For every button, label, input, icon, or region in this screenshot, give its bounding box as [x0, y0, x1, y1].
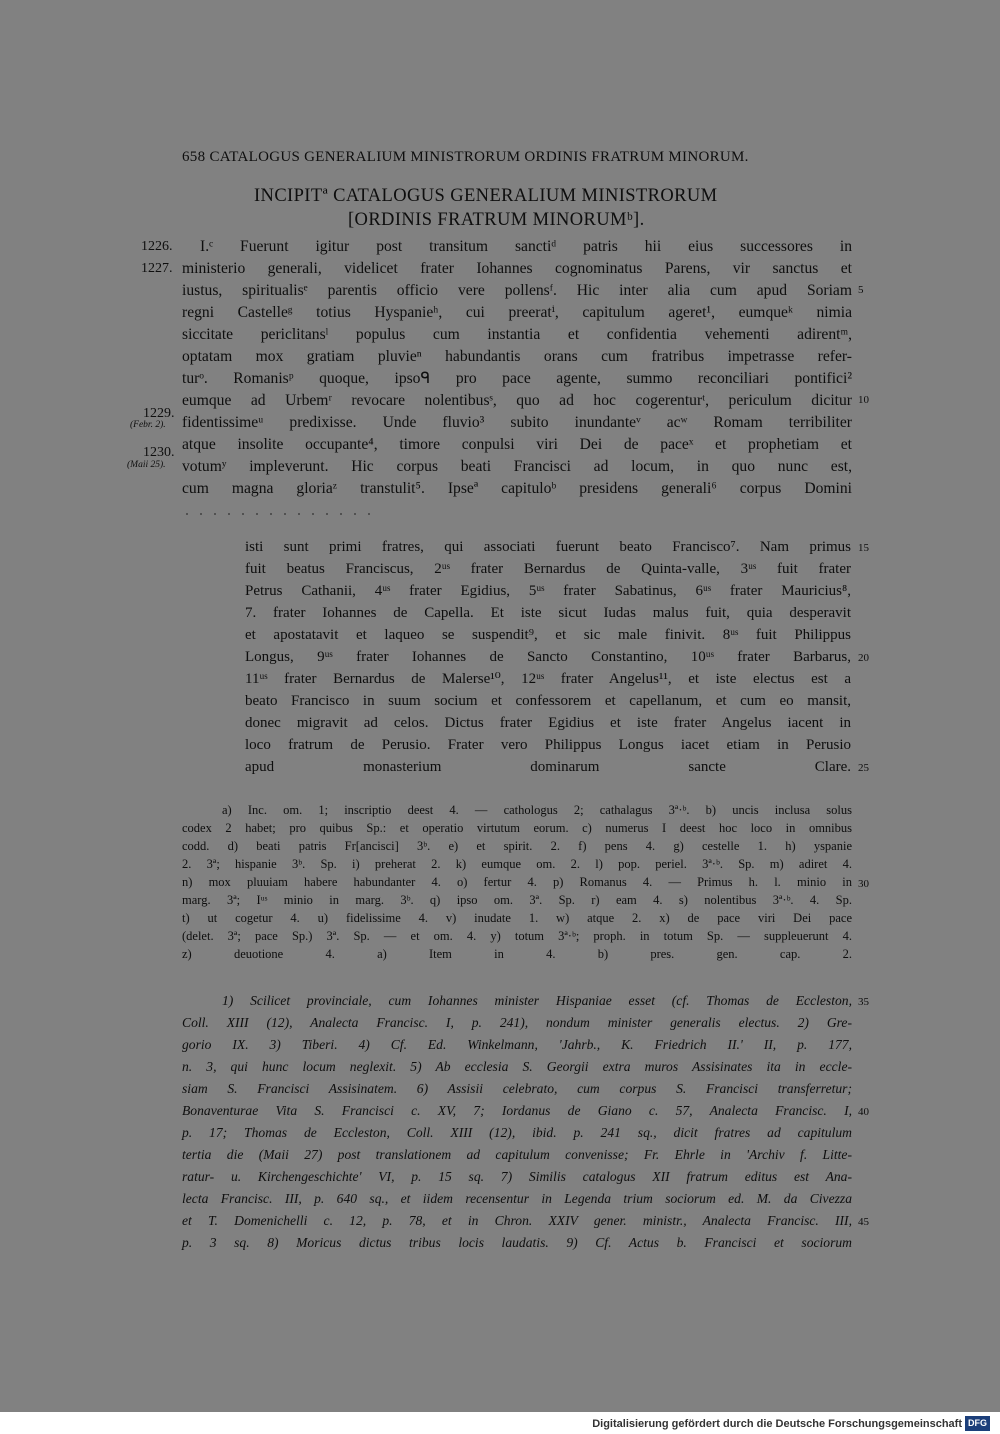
margin-date: (Febr. 2). — [130, 420, 166, 430]
dfg-credit-text: Digitalisierung gefördert durch die Deutsche Forschungsgemeinschaft — [592, 1418, 962, 1430]
body-line: optatam mox gratiam pluvieⁿ habundantis orans cum fratribus impetrasse refer- — [182, 348, 852, 365]
body-line: siccitate periclitansˡ populus cum instantia et confidentia vehementi adirentᵐ, — [182, 326, 852, 343]
footnote-line: gorio IX. 3) Tiberi. 4) Cf. Ed. Winkelmann, 'Jahrb., K. Friedrich II.' II, p. 177, — [182, 1037, 852, 1052]
line-number: 45 — [858, 1216, 869, 1228]
footnote-line: Coll. XIII (12), Analecta Francisc. I, p. 241), nondum minister generalis electus. 2) Gre- — [182, 1015, 852, 1030]
line-number: 30 — [858, 878, 869, 890]
footnote-line: ratur- u. Kirchengeschichte' VI, p. 15 sq. 7) Similis catalogus XII fratrum editus est Ana- — [182, 1169, 852, 1184]
apparatus-line: marg. 3ª; Iᵘˢ minio in marg. 3ᵇ. q) ipso om. 3ª. Sp. r) eam 4. s) nolentibus 3ª·ᵇ. 4. Sp. — [182, 893, 852, 907]
running-head: 658 CATALOGUS GENERALIUM MINISTRORUM ORDINIS FRATRUM MINORUM. — [182, 149, 749, 165]
body-line: turᵒ. Romanisᵖ quoque, ipsoᑫ pro pace agente, summo reconciliari pontifici² — [182, 370, 852, 387]
inset-line: Longus, 9ᵘˢ frater Iohannes de Sancto Constantino, 10ᵘˢ frater Barbarus, — [245, 649, 851, 665]
apparatus-line: a) Inc. om. 1; inscriptio deest 4. — cathologus 2; cathalagus 3ª·ᵇ. b) uncis inclusa solus — [222, 803, 852, 817]
footnote-line: p. 17; Thomas de Eccleston, Coll. XIII (12), ibid. p. 241 sq., dicit fratres ad capitulum — [182, 1125, 852, 1140]
inset-line: apud monasterium dominarum sancte Clare. — [245, 759, 851, 775]
body-line: I.ᶜ Fuerunt igitur post transitum sanctiᵈ patris hii eius successores in — [200, 238, 852, 255]
footnote-line: et T. Domenichelli c. 12, p. 78, et in Chron. XXIV gener. ministr., Analecta Francisc. III, — [182, 1213, 852, 1228]
line-number: 20 — [858, 652, 869, 664]
inset-line: loco fratrum de Perusio. Frater vero Philippus Longus iacet etiam in Perusio — [245, 737, 851, 753]
title-line-1: INCIPITª CATALOGUS GENERALIUM MINISTRORUM — [254, 186, 718, 206]
apparatus-line: z) deuotione 4. a) Item in 4. b) pres. gen. cap. 2. — [182, 947, 852, 961]
footnote-line: lecta Francisc. III, p. 640 sq., et iidem recensentur in Legenda trium sociorum ed. M. da Civezza — [182, 1191, 852, 1206]
margin-year: 1227. — [141, 261, 173, 276]
apparatus-line: n) mox pluuiam habere habundanter 4. o) fertur 4. p) Romanus 4. — Primus h. l. minio in — [182, 875, 852, 889]
dfg-logo-icon: DFG — [965, 1416, 990, 1431]
body-line: iustus, spiritualisᵉ parentis officio vere pollensᶠ. Hic inter alia cum apud Soriam — [182, 282, 852, 299]
footnote-line: siam S. Francisci Assisinatem. 6) Assisii celebrato, cum corpus S. Francisci transferretur; — [182, 1081, 852, 1096]
footnote-line: n. 3, qui hunc locum neglexit. 5) Ab ecclesia S. Georgii extra muros Assisinates ita in eccle- — [182, 1059, 852, 1074]
line-number: 5 — [858, 284, 864, 296]
apparatus-line: codex 2 habet; pro quibus Sp.: et operatio virtutum eorum. c) numerus I deest hoc loco in omnibus — [182, 821, 852, 835]
body-line: fidentissimeᵘ predixisse. Unde fluvio³ subito inundanteᵛ acʷ Romam terribiliter — [182, 414, 852, 431]
body-line: regni Castelleᵍ totius Hyspanieʰ, cui preeratⁱ, capitulum ageret¹, eumqueᵏ nimia — [182, 304, 852, 321]
margin-date: (Maii 25). — [127, 460, 166, 470]
inset-line: Petrus Cathanii, 4ᵘˢ frater Egidius, 5ᵘˢ frater Sabatinus, 6ᵘˢ frater Mauricius⁸, — [245, 583, 851, 599]
inset-line: donec migravit ad celos. Dictus frater Egidius et iste frater Angelus iacent in — [245, 715, 851, 731]
inset-line: 11ᵘˢ frater Bernardus de Malerse¹⁰, 12ᵘˢ frater Angelus¹¹, et iste electus est a — [245, 671, 851, 687]
line-number: 40 — [858, 1106, 869, 1118]
inset-line: 7. frater Iohannes de Capella. Et iste sicut Iudas malus fuit, quia desperavit — [245, 605, 851, 621]
footnote-line: 1) Scilicet provinciale, cum Iohannes minister Hispaniae esset (cf. Thomas de Eccleston, — [222, 993, 852, 1008]
apparatus-line: 2. 3ª; hispanie 3ᵇ. Sp. i) preherat 2. k) eumque om. 2. l) pop. periel. 3ª·ᵇ. Sp. m) adiret 4. — [182, 857, 852, 871]
body-line: ministerio generali, videlicet frater Iohannes cognominatus Parens, vir sanctus et — [182, 260, 852, 277]
apparatus-line: t) ut cogetur 4. u) fidelissime 4. v) inudate 1. w) atque 2. x) de pace viri Dei pace — [182, 911, 852, 925]
inset-line: fuit beatus Franciscus, 2ᵘˢ frater Bernardus de Quinta-valle, 3ᵘˢ fuit frater — [245, 561, 851, 577]
margin-year: 1230. — [143, 445, 175, 460]
body-line: votumʸ impleverunt. Hic corpus beati Francisci ad locum, in quo nunc est, — [182, 458, 852, 475]
title-line-2: [ORDINIS FRATRUM MINORUMᵇ]. — [348, 210, 645, 230]
body-line: atque insolite occupante⁴, timore conpulsi viri Dei de paceˣ et prophetiam et — [182, 436, 852, 453]
apparatus-line: (delet. 3ª; pace Sp.) 3ª. Sp. — et om. 4. y) totum 3ª·ᵇ; proph. in totum Sp. — suppleuerunt 4. — [182, 929, 852, 943]
line-number: 25 — [858, 762, 869, 774]
margin-year: 1229. — [143, 406, 175, 421]
footnote-line: p. 3 sq. 8) Moricus dictus tribus locis laudatis. 9) Cf. Actus b. Francisci et sociorum — [182, 1235, 852, 1250]
footnote-line: Bonaventurae Vita S. Francisci c. XV, 7; Iordanus de Giano c. 57, Analecta Francisc. I, — [182, 1103, 852, 1118]
body-line: cum magna gloriaᶻ transtulit⁵. Ipseª capituloᵇ presidens generali⁶ corpus Domini — [182, 480, 852, 497]
line-number: 35 — [858, 996, 869, 1008]
margin-year: 1226. — [141, 239, 173, 254]
line-number: 15 — [858, 542, 869, 554]
inset-line: et apostatavit et laqueo se suspendit⁹, et sic male finivit. 8ᵘˢ fuit Philippus — [245, 627, 851, 643]
body-line: eumque ad Urbemʳ revocare nolentibusˢ, quo ad hoc cogerenturᵗ, periculum dicitur — [182, 392, 852, 409]
line-number: 10 — [858, 394, 869, 406]
inset-line: isti sunt primi fratres, qui associati fuerunt beato Francisco⁷. Nam primus — [245, 539, 851, 555]
footnote-line: tertia die (Maii 27) post translationem ad capitulum convenisse; Fr. Ehrle in 'Archiv f. Litte- — [182, 1147, 852, 1162]
cut-off-text-specks — [180, 510, 380, 518]
apparatus-line: codd. d) beati patris Fr[ancisci] 3ᵇ. e) et spirit. 2. f) pens 4. g) cestelle 1. h) yspanie — [182, 839, 852, 853]
inset-line: beato Francisco in suum socium et confessorem et capellanum, et cum eo mansit, — [245, 693, 851, 709]
